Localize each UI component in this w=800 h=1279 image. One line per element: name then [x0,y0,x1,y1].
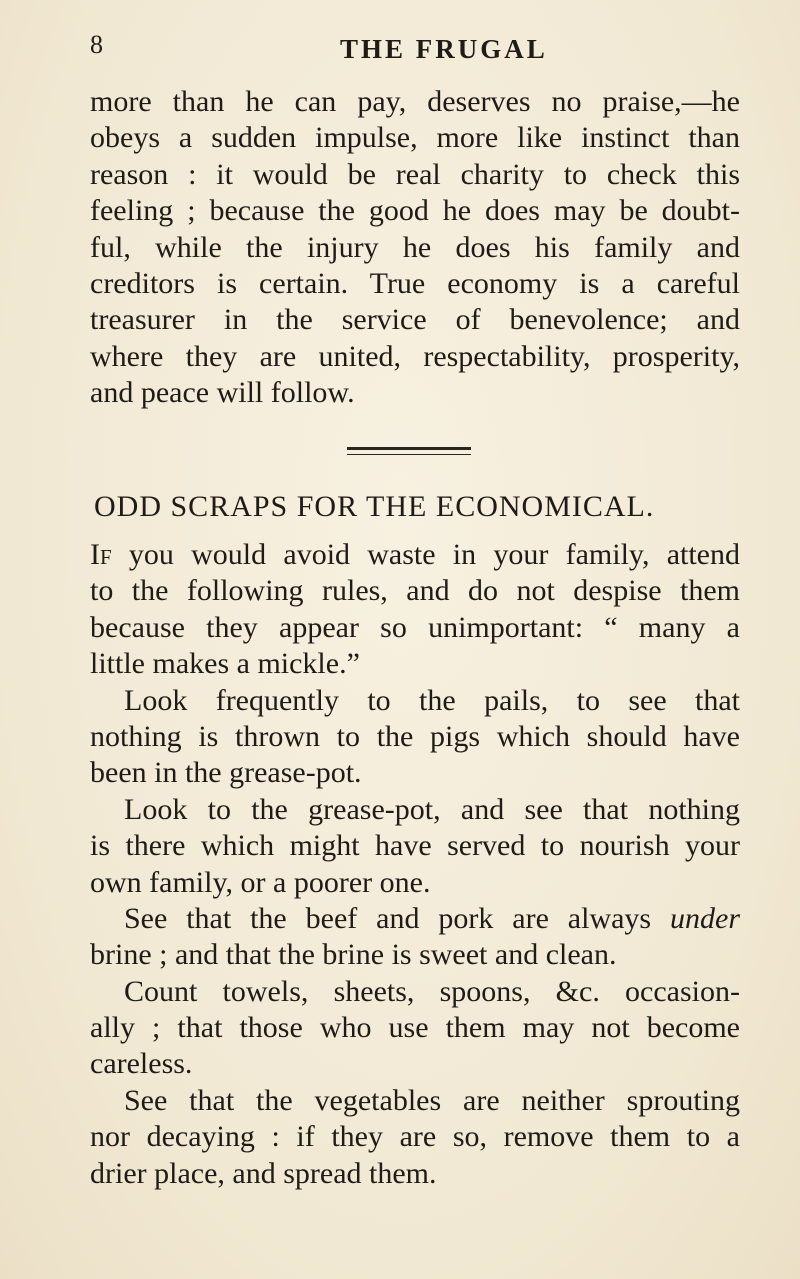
rule-line: Look to the grease-pot, and see that nothing [124,792,740,826]
text-line: to the following rules, and do not despise them [90,574,740,608]
rule-line: is there which might have served to nourish your [90,829,740,863]
text-line: more than he can pay, deserves no praise,—he [90,85,740,118]
rule-line: nothing is thrown to the pigs which should have [90,719,740,753]
rule-line: See that the vegetables are neither sprouting [124,1083,740,1117]
text-line: feeling ; because the good he does may be doubt- [90,194,740,228]
rule-line: drier place, and spread them. [90,1156,437,1190]
rule-line: own family, or a poorer one. [90,865,431,899]
intro-line-rest: you would avoid waste in your family, attend [111,538,740,571]
text-line: reason : it would be real charity to check this [90,157,740,191]
running-head: THE FRUGAL [340,34,548,64]
rule-line [90,901,740,937]
section-divider-thin [347,454,471,455]
italic-word: under [670,901,740,935]
page-header [90,30,740,70]
rule-line: careless. [90,1047,193,1081]
text-line: ful, while the injury he does his family and [90,230,740,264]
rule-text: See that the beef and pork are always [124,901,670,935]
text-line: obeys a sudden impulse, more like instinct than [90,121,740,155]
rule-line: ally ; that those who use them may not become [90,1011,740,1045]
rule-line: been in the grease-pot. [90,756,362,790]
section-heading: ODD SCRAPS FOR THE ECONOMICAL. [94,490,655,523]
text-line: because they appear so unimportant: “ many a [90,610,740,644]
paragraph-continued [90,84,740,412]
rule-line: brine ; and that the brine is sweet and clean. [90,938,617,972]
page-number: 8 [90,30,104,59]
text-line: little makes a mickle.” [90,647,360,681]
intro-line [90,537,740,573]
text-line: treasurer in the service of benevolence; and [90,303,740,337]
text-line: creditors is certain. True economy is a careful [90,266,740,300]
section-body [90,537,740,1192]
rule-line: Count towels, sheets, spoons, &c. occasion- [124,974,740,1008]
section-divider-thick [347,447,471,450]
text-line: and peace will follow. [90,376,355,410]
rule-line: Look frequently to the pails, to see that [124,683,740,717]
text-line: where they are united, respectability, prosperity, [90,339,740,373]
rule-line: nor decaying : if they are so, remove them to a [90,1120,740,1154]
drop-word: If [90,538,112,571]
